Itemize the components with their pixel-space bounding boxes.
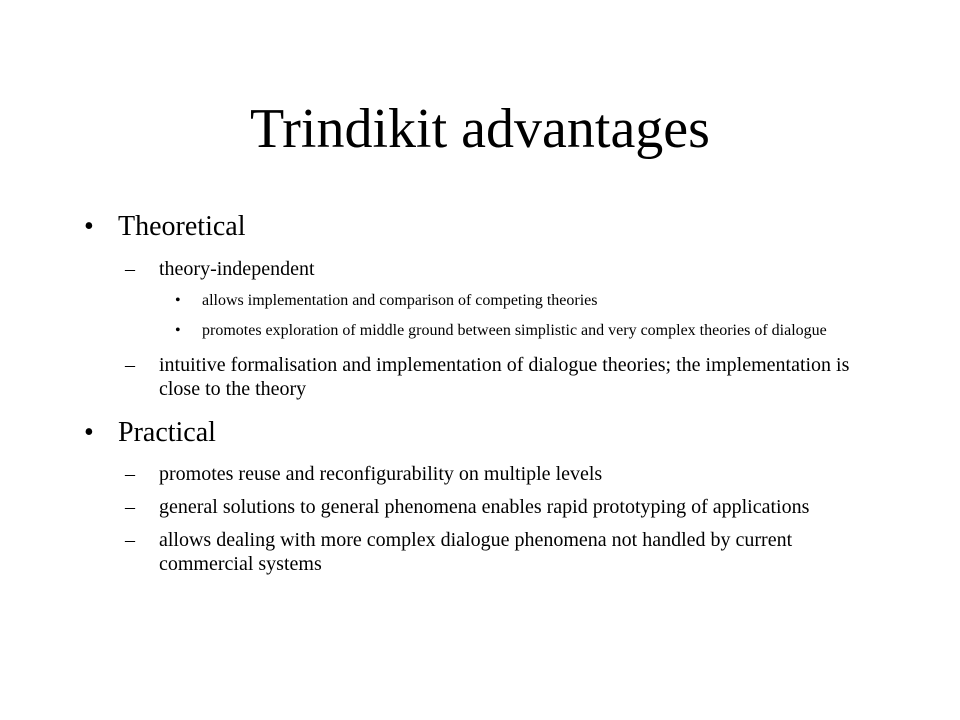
bullet-label: Theoretical	[118, 211, 246, 242]
sub-sub-bullet-text: allows implementation and comparison of competing theories	[202, 292, 598, 309]
sub-bullet-text: allows dealing with more complex dialogue phenomena not handled by current commercial systems	[159, 529, 793, 575]
bullet-icon: •	[84, 211, 94, 242]
sub-bullet-text: intuitive formalisation and implementation of dialogue theories; the implementation is close to the theory	[159, 354, 850, 400]
bullet-practical	[84, 416, 878, 450]
sub-sub-bullet-implementation	[175, 291, 872, 311]
sub-bullet-text: general solutions to general phenomena enables rapid prototyping of applications	[159, 496, 810, 518]
sub-bullet-intuitive-formalisation	[125, 353, 879, 401]
sub-bullet-general-solutions	[125, 495, 879, 519]
sub-bullet-complex-phenomena	[125, 528, 879, 576]
sub-sub-bullet-exploration	[175, 321, 872, 341]
sub-bullet-reuse	[125, 462, 879, 486]
dash-icon: –	[125, 529, 135, 551]
dash-icon: –	[125, 496, 135, 518]
dash-icon: –	[125, 354, 135, 376]
bullet-icon: •	[84, 417, 94, 448]
slide-body	[0, 210, 960, 576]
sub-sub-bullet-text: promotes exploration of middle ground between simplistic and very complex theories of dialogue	[202, 322, 827, 339]
sub-bullet-theory-independent	[125, 257, 879, 281]
bullet-label: Practical	[118, 417, 216, 448]
dash-icon: –	[125, 258, 135, 280]
bullet-icon: •	[175, 292, 181, 309]
slide-title: Trindikit advantages	[250, 98, 710, 160]
sub-bullet-text: theory-independent	[159, 258, 315, 280]
sub-bullet-text: promotes reuse and reconfigurability on multiple levels	[159, 463, 603, 485]
bullet-theoretical	[84, 210, 878, 244]
bullet-icon: •	[175, 322, 181, 339]
dash-icon: –	[125, 463, 135, 485]
